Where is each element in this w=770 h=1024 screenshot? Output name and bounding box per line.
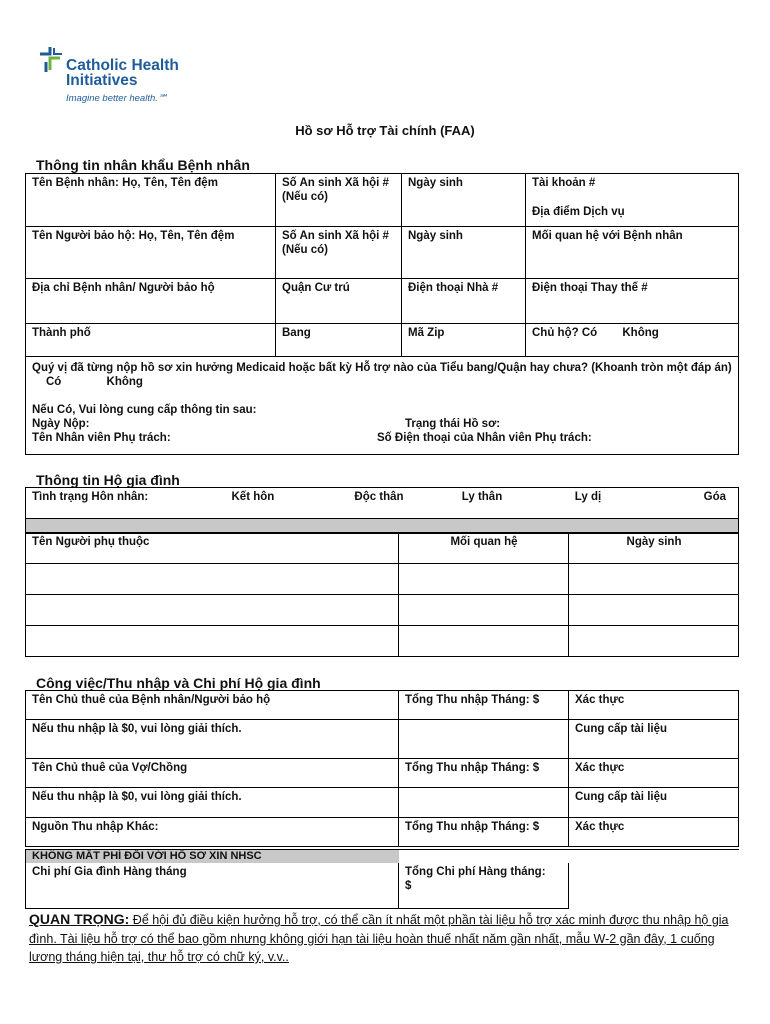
zero-income-explain-field[interactable]: Nếu thu nhập là $0, vui lòng giải thích.	[26, 788, 399, 818]
dependent-row[interactable]	[26, 595, 739, 626]
caseworker-label[interactable]: Tên Nhân viên Phụ trách:	[32, 432, 171, 444]
account-label: Tài khoản #	[532, 177, 596, 189]
important-note	[29, 910, 739, 967]
important-note-text: Để hội đủ điều kiện hưởng hỗ trợ, có thể cần ít nhất một phần tài liệu hỗ trợ xác minh được thu nhập hộ gia đình. Tài liệu hỗ trợ có thể bao gồm nhưng không giới hạn tài liệu hoàn thuế nhất năm gần nhất, mẫu W-2 gần đây, 1 cuống lương tháng hiện tại, thư hỗ trợ có chữ ký, v.v..	[29, 913, 729, 964]
city-field[interactable]: Thành phố	[26, 324, 276, 357]
homeowner-label: Chủ hộ?	[532, 327, 579, 339]
dependent-cell[interactable]	[26, 595, 399, 626]
logo	[36, 44, 64, 79]
monthly-expenses-field[interactable]: Chi phí Gia đình Hàng tháng	[26, 863, 399, 908]
dependent-cell[interactable]	[26, 626, 399, 657]
patient-ssn-field[interactable]: Số An sinh Xã hội # (Nếu có)	[276, 174, 402, 227]
marital-single-option[interactable]: Độc thân	[329, 488, 429, 519]
dependent-cell[interactable]	[399, 595, 569, 626]
guarantor-dob-field[interactable]: Ngày sinh	[402, 227, 526, 279]
monthly-income-field[interactable]: Tổng Thu nhập Tháng: $	[399, 759, 569, 788]
marital-married-option[interactable]: Kết hôn	[226, 488, 329, 519]
date-filed-label[interactable]: Ngày Nộp:	[32, 418, 90, 430]
expenses-table	[25, 849, 739, 909]
medicaid-no[interactable]: Không	[106, 376, 143, 388]
homeowner-no[interactable]: Không	[622, 327, 659, 339]
address-field[interactable]: Địa chỉ Bệnh nhân/ Người bảo hộ	[26, 279, 276, 324]
patient-section-heading: Thông tin nhân khẩu Bệnh nhân	[36, 157, 250, 173]
dependent-dob-header: Ngày sinh	[569, 533, 739, 564]
employment-table	[25, 690, 739, 847]
date-status-line	[32, 417, 733, 431]
dependent-cell[interactable]	[399, 564, 569, 595]
if-yes-instruction: Nếu Có, Vui lòng cung cấp thông tin sau:	[32, 404, 257, 416]
medicaid-block	[26, 357, 739, 455]
important-note-label: QUAN TRỌNG:	[29, 911, 130, 927]
provide-docs-field[interactable]: Cung cấp tài liệu	[569, 720, 739, 759]
patient-demographics-table	[25, 173, 739, 455]
dependent-cell[interactable]	[569, 595, 739, 626]
dependent-relationship-header: Mối quan hệ	[399, 533, 569, 564]
homeowner-yes[interactable]: Có	[581, 327, 598, 339]
other-income-field[interactable]: Nguồn Thu nhập Khác:	[26, 818, 399, 847]
employer-field[interactable]: Tên Chủ thuê của Bệnh nhân/Người bảo hộ	[26, 691, 399, 720]
monthly-income-field[interactable]: Tổng Thu nhập Tháng: $	[399, 818, 569, 847]
verify-field[interactable]: Xác thực	[569, 759, 739, 788]
marital-status-label: Tình trạng Hôn nhân:	[26, 488, 226, 519]
logo-line-1: Catholic Health	[66, 57, 179, 74]
dependent-cell[interactable]	[26, 564, 399, 595]
caseworker-line	[32, 431, 733, 445]
verify-field[interactable]: Xác thực	[569, 818, 739, 847]
total-expenses-field[interactable]	[399, 863, 569, 908]
logo-tagline: Imagine better health.℠	[66, 93, 168, 104]
alt-phone-field[interactable]: Điện thoại Thay thế #	[526, 279, 739, 324]
patient-name-field[interactable]: Tên Bệnh nhân: Họ, Tên, Tên đệm	[26, 174, 276, 227]
medicaid-question-text: Quý vị đã từng nộp hồ sơ xin hưởng Medicaid hoặc bất kỳ Hỗ trợ nào của Tiểu bang/Quận hay chưa? (Khoanh tròn một đáp án)	[32, 362, 732, 374]
relationship-field[interactable]: Mối quan hệ với Bệnh nhân	[526, 227, 739, 279]
household-section-heading: Thông tin Hộ gia đình	[36, 472, 180, 488]
provide-docs-field[interactable]: Cung cấp tài liệu	[569, 788, 739, 818]
logo-line-2: Initiatives	[66, 72, 138, 89]
dependent-name-header: Tên Người phụ thuộc	[26, 533, 399, 564]
monthly-income-field[interactable]	[399, 788, 569, 818]
no-fee-banner: KHÔNG MẤT PHÍ ĐỐI VỚI HỒ SƠ XIN NHSC	[26, 850, 399, 864]
zip-field[interactable]: Mã Zip	[402, 324, 526, 357]
total-expenses-dollar: $	[405, 880, 412, 892]
dependent-cell[interactable]	[399, 626, 569, 657]
marital-widowed-option[interactable]: Góa	[641, 488, 739, 519]
state-field[interactable]: Bang	[276, 324, 402, 357]
monthly-income-field[interactable]	[399, 720, 569, 759]
household-table	[25, 487, 739, 534]
dependent-row[interactable]	[26, 564, 739, 595]
medicaid-yes[interactable]: Có	[46, 376, 62, 388]
dependent-cell[interactable]	[569, 626, 739, 657]
patient-dob-field[interactable]: Ngày sinh	[402, 174, 526, 227]
home-phone-field[interactable]: Điện thoại Nhà #	[402, 279, 526, 324]
account-field[interactable]	[526, 174, 739, 227]
homeowner-field[interactable]	[526, 324, 739, 357]
monthly-income-field[interactable]: Tổng Thu nhập Tháng: $	[399, 691, 569, 720]
marital-separated-option[interactable]: Ly thân	[429, 488, 535, 519]
document-title: Hồ sơ Hỗ trợ Tài chính (FAA)	[295, 123, 475, 138]
spouse-employer-field[interactable]: Tên Chủ thuê của Vợ/Chồng	[26, 759, 399, 788]
logo-brand	[66, 58, 179, 88]
zero-income-explain-field[interactable]: Nếu thu nhập là $0, vui lòng giải thích.	[26, 720, 399, 759]
cross-logo-icon	[36, 44, 64, 74]
caseworker-phone-label[interactable]: Số Điện thoại của Nhân viên Phụ trách:	[377, 432, 592, 444]
service-location-label: Địa điểm Dịch vụ	[532, 206, 625, 218]
app-status-label[interactable]: Trạng thái Hồ sơ:	[405, 418, 501, 430]
total-expenses-label: Tổng Chi phí Hàng tháng:	[405, 866, 546, 878]
county-field[interactable]: Quận Cư trú	[276, 279, 402, 324]
dependent-cell[interactable]	[569, 564, 739, 595]
guarantor-name-field[interactable]: Tên Người bảo hộ: Họ, Tên, Tên đệm	[26, 227, 276, 279]
verify-field[interactable]: Xác thực	[569, 691, 739, 720]
employment-section-heading: Công việc/Thu nhập và Chi phí Hộ gia đình	[36, 675, 321, 691]
marital-divorced-option[interactable]: Ly dị	[535, 488, 641, 519]
guarantor-ssn-field[interactable]: Số An sinh Xã hội # (Nếu có)	[276, 227, 402, 279]
dependents-table	[25, 532, 739, 657]
medicaid-question	[32, 361, 733, 389]
dependent-row[interactable]	[26, 626, 739, 657]
